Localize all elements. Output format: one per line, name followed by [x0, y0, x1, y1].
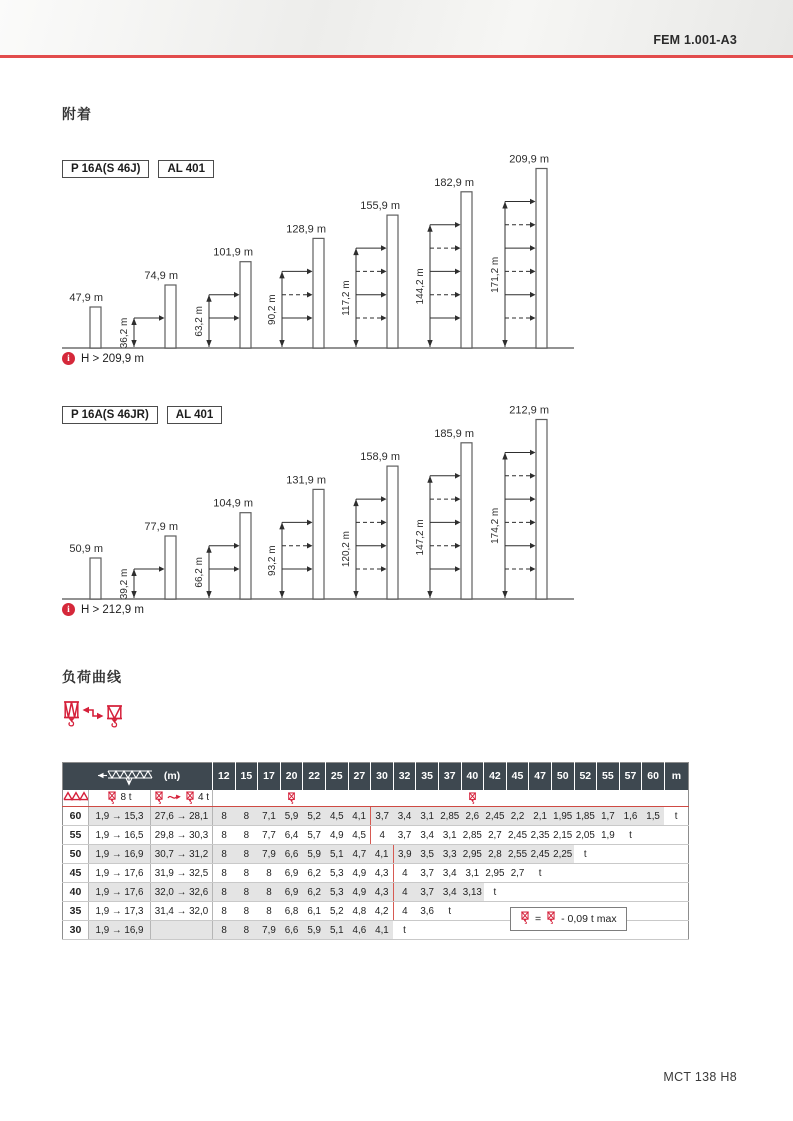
load-value-cell: 5,7 [303, 826, 326, 845]
tie-height-label: 174,2 m [490, 507, 501, 544]
tie-height-label: 120,2 m [341, 531, 352, 568]
mast [90, 307, 101, 348]
unit-cell: t [393, 921, 416, 940]
empty-cell [619, 883, 642, 902]
load-value-cell: 6,6 [280, 921, 303, 940]
range-cell: 30,7 → 31,2 [151, 845, 213, 864]
anchorage-diagram-1 [62, 150, 622, 352]
load-value-cell: 6,2 [303, 864, 326, 883]
load-value-cell: 3,7 [393, 826, 416, 845]
load-value-cell: 2,7 [506, 864, 529, 883]
load-value-cell: 2,05 [574, 826, 597, 845]
load-value-cell: 3,3 [438, 845, 461, 864]
radius-col-header: 15 [235, 763, 258, 790]
hook-reeving-icon [62, 700, 126, 734]
empty-cell [574, 883, 597, 902]
load-value-cell: 3,9 [393, 845, 416, 864]
mast [165, 536, 176, 599]
load-value-cell: 8 [235, 864, 258, 883]
hook-icon [287, 792, 296, 804]
load-value-cell: 5,2 [325, 902, 348, 921]
load-value-cell: 8 [213, 921, 236, 940]
load-value-cell: 5,3 [325, 864, 348, 883]
info-icon: i [62, 603, 75, 616]
empty-cell [461, 902, 484, 921]
mast-height-label: 104,9 m [213, 497, 253, 510]
hook-marker-span [213, 790, 689, 807]
load-value-cell: 4 [393, 864, 416, 883]
empty-cell [484, 902, 507, 921]
mast [240, 262, 251, 348]
load-table-row [63, 864, 689, 883]
single-reeving-capacity: 8 t [120, 792, 132, 804]
radius-col-header: 40 [461, 763, 484, 790]
mast-height-label: 128,9 m [286, 223, 326, 236]
hook-icon [107, 791, 117, 804]
note-text: - 0,09 t max [561, 913, 617, 925]
radius-col-header: 57 [619, 763, 642, 790]
load-value-cell: 5,3 [325, 883, 348, 902]
load-value-cell: 6,8 [280, 902, 303, 921]
mast [387, 215, 398, 348]
radius-col-header: 27 [348, 763, 371, 790]
radius-col-header: 42 [484, 763, 507, 790]
page-header-banner [0, 0, 793, 55]
mast-section-label: AL 401 [167, 406, 223, 424]
section-title-load-curve: 负荷曲线 [62, 669, 122, 685]
load-value-cell: 6,4 [280, 826, 303, 845]
load-value-cell: 4,1 [371, 921, 394, 940]
radius-col-header: 20 [280, 763, 303, 790]
load-value-cell: 8 [235, 845, 258, 864]
empty-cell [642, 921, 665, 940]
empty-cell [642, 864, 665, 883]
hook-4t-cell [151, 790, 213, 807]
empty-cell [438, 921, 461, 940]
load-value-cell: 3,6 [416, 902, 439, 921]
load-value-cell: 4,7 [348, 845, 371, 864]
radius-col-header: 22 [303, 763, 326, 790]
load-value-cell: 4,3 [371, 883, 394, 902]
mast-height-label: 74,9 m [144, 270, 178, 282]
tie-height-label: 36,2 m [119, 317, 130, 349]
load-table-row [63, 883, 689, 902]
empty-cell [551, 864, 574, 883]
range-cell: 1,9 → 17,3 [89, 902, 151, 921]
jib-length-icon [95, 767, 159, 786]
equals-sign: = [535, 913, 542, 925]
mast [461, 443, 472, 599]
load-value-cell: 4,6 [348, 921, 371, 940]
empty-cell [664, 883, 688, 902]
empty-cell [642, 845, 665, 864]
load-value-cell: 7,9 [258, 845, 281, 864]
load-value-cell: 2,25 [551, 845, 574, 864]
load-value-cell: 4,1 [371, 845, 394, 864]
load-value-cell: 8 [213, 902, 236, 921]
load-value-cell: 1,6 [619, 807, 642, 826]
model-labels-1 [62, 160, 214, 178]
double-reeving-capacity: 4 t [197, 792, 210, 804]
load-value-cell: 4,9 [348, 864, 371, 883]
unit-cell: t [619, 826, 642, 845]
load-value-cell: 4,1 [348, 807, 371, 826]
load-value-cell: 2,2 [506, 807, 529, 826]
range-cell: 31,4 → 32,0 [151, 902, 213, 921]
load-value-cell: 3,1 [438, 826, 461, 845]
load-value-cell: 7,9 [258, 921, 281, 940]
load-value-cell: 4 [393, 883, 416, 902]
hook-icon [520, 911, 530, 927]
load-table-row [63, 826, 689, 845]
radius-col-header: 37 [438, 763, 461, 790]
load-value-cell: 8 [235, 921, 258, 940]
unit-cell: t [484, 883, 507, 902]
radius-col-header: 47 [529, 763, 552, 790]
load-value-cell: 4 [393, 902, 416, 921]
load-value-cell: 2,55 [506, 845, 529, 864]
load-value-cell: 3,7 [371, 807, 394, 826]
load-value-cell: 8 [213, 826, 236, 845]
load-value-cell: 3,4 [438, 864, 461, 883]
load-value-cell: 2,1 [529, 807, 552, 826]
load-value-cell: 2,6 [461, 807, 484, 826]
load-value-cell: 3,1 [461, 864, 484, 883]
unit-cell: t [574, 845, 597, 864]
mast-height-label: 185,9 m [434, 427, 474, 440]
tie-height-label: 39,2 m [119, 568, 130, 600]
header-red-rule [0, 55, 793, 58]
anchorage-diagram-2 [62, 401, 622, 603]
jib-length-cell: 45 [63, 864, 89, 883]
empty-cell [619, 864, 642, 883]
load-value-cell: 2,45 [529, 845, 552, 864]
empty-cell [416, 921, 439, 940]
range-cell: 1,9 → 15,3 [89, 807, 151, 826]
empty-cell [461, 921, 484, 940]
range-cell: 32,0 → 32,6 [151, 883, 213, 902]
load-value-cell: 2,95 [461, 845, 484, 864]
load-value-cell: 1,7 [597, 807, 620, 826]
hook-8t-cell [89, 790, 151, 807]
radius-col-header: 60 [642, 763, 665, 790]
jib-length-cell: 60 [63, 807, 89, 826]
mast-height-label: 50,9 m [69, 543, 103, 555]
tie-height-label: 90,2 m [267, 294, 278, 325]
mast-height-label: 101,9 m [213, 246, 253, 259]
jib-length-cell: 40 [63, 883, 89, 902]
hook-icon [546, 911, 556, 927]
load-value-cell: 3,7 [416, 864, 439, 883]
empty-cell [597, 883, 620, 902]
height-note-text: H > 209,9 m [81, 352, 144, 365]
load-value-cell: 5,9 [280, 807, 303, 826]
load-value-cell: 3,13 [461, 883, 484, 902]
mast-model-label: P 16A(S 46J) [62, 160, 149, 178]
load-value-cell: 4 [371, 826, 394, 845]
load-value-cell: 8 [213, 864, 236, 883]
hook-icon [468, 792, 477, 804]
unit-col-header: m [664, 763, 688, 790]
load-value-cell: 8 [258, 902, 281, 921]
jib-length-cell: 30 [63, 921, 89, 940]
load-value-cell: 6,1 [303, 902, 326, 921]
mast [461, 192, 472, 348]
radius-col-header: 25 [325, 763, 348, 790]
hook-icon [546, 911, 556, 924]
radius-col-header: 12 [213, 763, 236, 790]
empty-cell [484, 921, 507, 940]
mast [536, 169, 547, 349]
empty-cell [597, 845, 620, 864]
load-value-cell: 8 [235, 883, 258, 902]
section-title-attachment: 附着 [62, 106, 92, 122]
empty-cell [506, 883, 529, 902]
load-value-cell: 8 [213, 845, 236, 864]
load-value-cell: 3,7 [416, 883, 439, 902]
load-value-cell: 5,1 [325, 921, 348, 940]
load-value-cell: 2,7 [484, 826, 507, 845]
load-value-cell: 2,45 [506, 826, 529, 845]
hook-icon [154, 791, 164, 804]
unit-cell: t [529, 864, 552, 883]
jib-length-cell: 35 [63, 902, 89, 921]
info-icon: i [62, 352, 75, 365]
tie-height-label: 63,2 m [194, 306, 205, 337]
load-value-cell: 8 [235, 826, 258, 845]
empty-cell [551, 883, 574, 902]
empty-cell [664, 921, 688, 940]
range-cell: 27,6 → 28,1 [151, 807, 213, 826]
load-value-cell: 8 [235, 902, 258, 921]
mast-height-label: 209,9 m [509, 153, 549, 166]
load-value-cell: 5,2 [303, 807, 326, 826]
range-cell: 1,9 → 16,9 [89, 845, 151, 864]
load-value-cell: 3,4 [393, 807, 416, 826]
mast-height-label: 212,9 m [509, 404, 549, 417]
load-value-cell: 2,8 [484, 845, 507, 864]
empty-cell [642, 883, 665, 902]
load-value-cell: 4,5 [348, 826, 371, 845]
load-value-cell: 8 [235, 807, 258, 826]
load-value-cell: 2,95 [484, 864, 507, 883]
mast [536, 420, 547, 600]
load-value-cell: 5,9 [303, 845, 326, 864]
mast-height-label: 77,9 m [144, 521, 178, 533]
height-note-1 [62, 352, 144, 365]
radius-col-header: 52 [574, 763, 597, 790]
load-value-cell: 4,5 [325, 807, 348, 826]
load-value-cell: 6,2 [303, 883, 326, 902]
unit-cell: t [438, 902, 461, 921]
jib-length-cell: 50 [63, 845, 89, 864]
mast [240, 513, 251, 599]
empty-cell [597, 864, 620, 883]
load-value-cell: 6,6 [280, 845, 303, 864]
unit-cell: t [664, 807, 688, 826]
load-value-cell: 2,85 [438, 807, 461, 826]
load-value-cell: 2,45 [484, 807, 507, 826]
radius-col-header: 32 [393, 763, 416, 790]
mast [313, 238, 324, 348]
load-value-cell: 4,3 [371, 864, 394, 883]
load-value-cell: 1,5 [642, 807, 665, 826]
load-value-cell: 4,9 [348, 883, 371, 902]
load-value-cell: 1,95 [551, 807, 574, 826]
load-value-cell: 8 [258, 864, 281, 883]
changeover-arrow-icon [167, 793, 182, 802]
range-cell: 1,9 → 16,9 [89, 921, 151, 940]
load-value-cell: 3,4 [416, 826, 439, 845]
load-value-cell: 2,35 [529, 826, 552, 845]
radius-col-header: 30 [371, 763, 394, 790]
range-cell: 1,9 → 17,6 [89, 883, 151, 902]
hook-icon [185, 791, 195, 804]
mast-height-label: 182,9 m [434, 176, 474, 189]
jib-length-header [63, 763, 213, 790]
jib-section-cell [63, 790, 89, 807]
load-value-cell: 7,7 [258, 826, 281, 845]
empty-cell [619, 845, 642, 864]
doc-reference: MCT 138 H8 [663, 1070, 737, 1084]
radius-col-header: 45 [506, 763, 529, 790]
hook-icon [520, 911, 530, 924]
tie-height-label: 147,2 m [415, 519, 426, 556]
tie-height-label: 144,2 m [415, 268, 426, 305]
height-note-text: H > 212,9 m [81, 603, 144, 616]
load-value-cell: 4,2 [371, 902, 394, 921]
load-table-row [63, 807, 689, 826]
mast [387, 466, 398, 599]
load-value-cell: 6,9 [280, 864, 303, 883]
range-cell [151, 921, 213, 940]
load-value-cell: 3,4 [438, 883, 461, 902]
load-value-cell: 2,15 [551, 826, 574, 845]
mast-height-label: 47,9 m [69, 292, 103, 304]
load-value-cell: 6,9 [280, 883, 303, 902]
load-value-cell: 1,85 [574, 807, 597, 826]
height-note-2 [62, 603, 144, 616]
load-value-cell: 1,9 [597, 826, 620, 845]
load-value-cell: 4,8 [348, 902, 371, 921]
radius-col-header: 35 [416, 763, 439, 790]
mast-height-label: 131,9 m [286, 474, 326, 487]
mast-height-label: 158,9 m [360, 451, 400, 464]
mast [90, 558, 101, 599]
load-value-cell: 5,1 [325, 845, 348, 864]
load-table-row [63, 845, 689, 864]
load-value-cell: 3,5 [416, 845, 439, 864]
range-cell: 29,8 → 30,3 [151, 826, 213, 845]
load-value-cell: 8 [213, 807, 236, 826]
load-value-cell: 5,9 [303, 921, 326, 940]
mast [165, 285, 176, 348]
tie-height-label: 171,2 m [490, 256, 501, 293]
tie-height-label: 117,2 m [341, 280, 352, 316]
jib-truss-icon [63, 791, 89, 801]
load-value-cell: 3,1 [416, 807, 439, 826]
model-labels-2 [62, 406, 222, 424]
empty-cell [642, 902, 665, 921]
radius-col-header: 55 [597, 763, 620, 790]
changeover-arrow-icon [83, 707, 104, 719]
empty-cell [664, 845, 688, 864]
load-value-cell: 8 [213, 883, 236, 902]
load-value-cell: 7,1 [258, 807, 281, 826]
mast [313, 489, 324, 599]
empty-cell [664, 864, 688, 883]
load-value-cell: 8 [258, 883, 281, 902]
empty-cell [574, 864, 597, 883]
range-cell: 1,9 → 16,5 [89, 826, 151, 845]
load-value-cell: 2,85 [461, 826, 484, 845]
mast-height-label: 155,9 m [360, 200, 400, 213]
radius-col-header: 50 [551, 763, 574, 790]
mast-section-label: AL 401 [158, 160, 214, 178]
hook-correction-note [510, 907, 627, 931]
empty-cell [642, 826, 665, 845]
norm-code: FEM 1.001-A3 [653, 33, 737, 47]
jib-unit-label: (m) [163, 770, 181, 783]
tie-height-label: 66,2 m [194, 557, 205, 588]
radius-col-header: 17 [258, 763, 281, 790]
empty-cell [664, 826, 688, 845]
empty-cell [664, 902, 688, 921]
mast-model-label: P 16A(S 46JR) [62, 406, 158, 424]
empty-cell [529, 883, 552, 902]
tie-height-label: 93,2 m [267, 545, 278, 576]
range-cell: 1,9 → 17,6 [89, 864, 151, 883]
jib-length-cell: 55 [63, 826, 89, 845]
range-cell: 31,9 → 32,5 [151, 864, 213, 883]
load-value-cell: 4,9 [325, 826, 348, 845]
